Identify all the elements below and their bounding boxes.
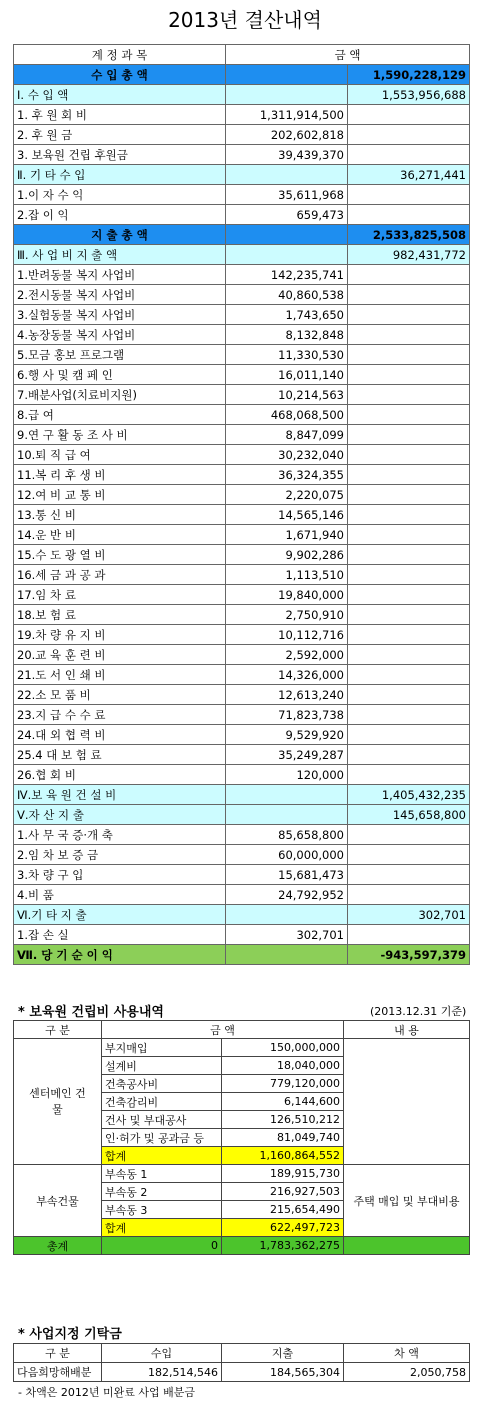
settlement-detail-amount	[226, 945, 348, 965]
settlement-detail-amount	[226, 245, 348, 265]
settlement-detail-amount: 35,611,968	[226, 185, 348, 205]
fund-item-value: 6,144,600	[222, 1093, 344, 1111]
fund-header-row	[14, 1021, 470, 1039]
fund-header-category: 구 분	[14, 1021, 102, 1039]
settlement-row	[14, 445, 470, 465]
settlement-row	[14, 385, 470, 405]
settlement-total-amount: 1,553,956,688	[348, 85, 470, 105]
settlement-detail-amount: 60,000,000	[226, 845, 348, 865]
settlement-row	[14, 405, 470, 425]
settlement-detail-amount: 2,592,000	[226, 645, 348, 665]
fund-item-label: 부속동 1	[102, 1165, 222, 1183]
fund-subtotal-value: 622,497,723	[222, 1219, 344, 1237]
fund-row	[14, 1039, 470, 1057]
settlement-row	[14, 545, 470, 565]
settlement-row	[14, 325, 470, 345]
fund-date-note: (2013.12.31 기준)	[370, 1005, 467, 1018]
settlement-account-label: 4.비 품	[14, 885, 226, 905]
settlement-total-amount	[348, 345, 470, 365]
settlement-detail-amount: 10,112,716	[226, 625, 348, 645]
settlement-detail-amount: 12,613,240	[226, 685, 348, 705]
settlement-row	[14, 825, 470, 845]
settlement-total-amount	[348, 545, 470, 565]
settlement-detail-amount	[226, 85, 348, 105]
settlement-account-label: 15.수 도 광 열 비	[14, 545, 226, 565]
settlement-total-amount	[348, 725, 470, 745]
settlement-account-label: 4.농장동물 복지 사업비	[14, 325, 226, 345]
settlement-account-label: 8.급 여	[14, 405, 226, 425]
trust-footnote: - 차액은 2012년 미완료 사업 배분금	[18, 1386, 195, 1399]
settlement-detail-amount: 8,132,848	[226, 325, 348, 345]
settlement-account-label: 1.잡 손 실	[14, 925, 226, 945]
settlement-total-amount: 145,658,800	[348, 805, 470, 825]
settlement-row	[14, 345, 470, 365]
settlement-row	[14, 665, 470, 685]
settlement-account-label: Ⅳ.보 육 원 건 설 비	[14, 785, 226, 805]
settlement-detail-amount	[226, 165, 348, 185]
settlement-row	[14, 425, 470, 445]
settlement-total-amount	[348, 605, 470, 625]
fund-item-label: 인·허가 및 공과금 등	[102, 1129, 222, 1147]
header-amount: 금 액	[226, 45, 470, 65]
settlement-account-label: 1. 후 원 회 비	[14, 105, 226, 125]
settlement-account-label: 1.반려동물 복지 사업비	[14, 265, 226, 285]
settlement-row	[14, 185, 470, 205]
settlement-total-amount	[348, 685, 470, 705]
settlement-total-amount: -943,597,379	[348, 945, 470, 965]
settlement-total-amount	[348, 265, 470, 285]
settlement-account-label: 20.교 육 훈 련 비	[14, 645, 226, 665]
settlement-account-label: 17.임 차 료	[14, 585, 226, 605]
settlement-account-label: 9.연 구 활 동 조 사 비	[14, 425, 226, 445]
settlement-row	[14, 365, 470, 385]
settlement-detail-amount	[226, 785, 348, 805]
settlement-account-label: 1.이 자 수 익	[14, 185, 226, 205]
settlement-total-amount	[348, 125, 470, 145]
settlement-detail-amount: 659,473	[226, 205, 348, 225]
settlement-total-amount	[348, 565, 470, 585]
fund-row	[14, 1165, 470, 1183]
settlement-total-amount: 982,431,772	[348, 245, 470, 265]
settlement-total-amount	[348, 425, 470, 445]
trust-data-row	[14, 1363, 470, 1382]
settlement-account-label: 2.임 차 보 증 금	[14, 845, 226, 865]
settlement-total-amount	[348, 705, 470, 725]
settlement-row	[14, 945, 470, 965]
settlement-account-label: 5.모금 홍보 프로그램	[14, 345, 226, 365]
settlement-row	[14, 845, 470, 865]
settlement-detail-amount: 468,068,500	[226, 405, 348, 425]
fund-header-amount: 금 액	[102, 1021, 344, 1039]
settlement-detail-amount: 9,529,920	[226, 725, 348, 745]
fund-item-value: 126,510,212	[222, 1111, 344, 1129]
settlement-row	[14, 905, 470, 925]
settlement-row	[14, 165, 470, 185]
settlement-account-label: 21.도 서 인 쇄 비	[14, 665, 226, 685]
fund-item-label: 건축공사비	[102, 1075, 222, 1093]
settlement-detail-amount: 85,658,800	[226, 825, 348, 845]
settlement-account-label: 수 입 총 액	[14, 65, 226, 85]
settlement-row	[14, 485, 470, 505]
settlement-account-label: 2.잡 이 익	[14, 205, 226, 225]
trust-name: 다음희망해배분	[14, 1363, 102, 1382]
settlement-total-amount	[348, 625, 470, 645]
settlement-detail-amount: 35,249,287	[226, 745, 348, 765]
settlement-account-label: Ⅵ.기 타 지 출	[14, 905, 226, 925]
settlement-total-amount	[348, 445, 470, 465]
settlement-total-amount	[348, 525, 470, 545]
settlement-row	[14, 205, 470, 225]
settlement-detail-amount: 11,330,530	[226, 345, 348, 365]
fund-section-title: * 보육원 건립비 사용내역	[18, 1005, 164, 1020]
settlement-row	[14, 465, 470, 485]
settlement-total-amount: 2,533,825,508	[348, 225, 470, 245]
fund-total-value: 1,783,362,275	[222, 1237, 344, 1255]
settlement-total-amount	[348, 385, 470, 405]
settlement-total-amount	[348, 205, 470, 225]
settlement-account-label: Ⅲ. 사 업 비 지 출 액	[14, 245, 226, 265]
settlement-total-amount	[348, 825, 470, 845]
settlement-account-label: Ⅰ. 수 입 액	[14, 85, 226, 105]
fund-usage-table	[13, 1020, 470, 1255]
settlement-row	[14, 865, 470, 885]
fund-item-label: 건축감리비	[102, 1093, 222, 1111]
settlement-header-row	[14, 45, 470, 65]
fund-item-label: 설계비	[102, 1057, 222, 1075]
settlement-row	[14, 585, 470, 605]
fund-item-value: 216,927,503	[222, 1183, 344, 1201]
settlement-row	[14, 625, 470, 645]
settlement-detail-amount: 8,847,099	[226, 425, 348, 445]
settlement-row	[14, 725, 470, 745]
settlement-account-label: 2.전시동물 복지 사업비	[14, 285, 226, 305]
settlement-row	[14, 145, 470, 165]
settlement-detail-amount: 36,324,355	[226, 465, 348, 485]
settlement-row	[14, 305, 470, 325]
settlement-detail-amount: 1,113,510	[226, 565, 348, 585]
settlement-detail-amount: 39,439,370	[226, 145, 348, 165]
settlement-row	[14, 225, 470, 245]
settlement-row	[14, 525, 470, 545]
settlement-detail-amount: 1,743,650	[226, 305, 348, 325]
settlement-account-label: 22.소 모 품 비	[14, 685, 226, 705]
settlement-detail-amount: 14,565,146	[226, 505, 348, 525]
fund-total-label: 총계	[14, 1237, 102, 1255]
trust-diff: 2,050,758	[344, 1363, 470, 1382]
settlement-row	[14, 925, 470, 945]
settlement-detail-amount: 14,326,000	[226, 665, 348, 685]
settlement-detail-amount: 24,792,952	[226, 885, 348, 905]
settlement-row	[14, 505, 470, 525]
settlement-account-label: 23.지 급 수 수 료	[14, 705, 226, 725]
settlement-row	[14, 605, 470, 625]
trust-section-title: * 사업지정 기탁금	[18, 1327, 122, 1342]
fund-item-label: 부속동 2	[102, 1183, 222, 1201]
settlement-row	[14, 785, 470, 805]
settlement-account-label: 16.세 금 과 공 과	[14, 565, 226, 585]
settlement-total-amount	[348, 465, 470, 485]
settlement-row	[14, 85, 470, 105]
settlement-account-label: 10.퇴 직 급 여	[14, 445, 226, 465]
trust-income: 182,514,546	[102, 1363, 222, 1382]
settlement-row	[14, 265, 470, 285]
settlement-total-amount	[348, 365, 470, 385]
settlement-account-label: 지 출 총 액	[14, 225, 226, 245]
settlement-account-label: Ⅴ.자 산 지 출	[14, 805, 226, 825]
settlement-detail-amount: 10,214,563	[226, 385, 348, 405]
settlement-total-amount	[348, 925, 470, 945]
settlement-detail-amount: 71,823,738	[226, 705, 348, 725]
settlement-total-amount	[348, 645, 470, 665]
settlement-account-label: 26.협 회 비	[14, 765, 226, 785]
settlement-total-amount	[348, 845, 470, 865]
fund-subtotal-label: 합계	[102, 1147, 222, 1165]
fund-content-empty	[344, 1039, 470, 1165]
settlement-total-amount: 36,271,441	[348, 165, 470, 185]
trust-header-category: 구 분	[14, 1344, 102, 1363]
settlement-total-amount: 1,590,228,129	[348, 65, 470, 85]
settlement-total-amount: 1,405,432,235	[348, 785, 470, 805]
settlement-account-label: Ⅶ. 당 기 순 이 익	[14, 945, 226, 965]
fund-item-value: 81,049,740	[222, 1129, 344, 1147]
fund-subtotal-value: 1,160,864,552	[222, 1147, 344, 1165]
fund-total-zero: 0	[102, 1237, 222, 1255]
settlement-detail-amount: 202,602,818	[226, 125, 348, 145]
header-account: 계 정 과 목	[14, 45, 226, 65]
settlement-detail-amount: 19,840,000	[226, 585, 348, 605]
settlement-account-label: 13.통 신 비	[14, 505, 226, 525]
fund-item-label: 부속동 3	[102, 1201, 222, 1219]
settlement-detail-amount: 15,681,473	[226, 865, 348, 885]
settlement-detail-amount	[226, 225, 348, 245]
settlement-detail-amount: 302,701	[226, 925, 348, 945]
fund-group-main-building: 센터메인 건물	[14, 1039, 102, 1165]
settlement-detail-amount: 142,235,741	[226, 265, 348, 285]
settlement-total-amount	[348, 185, 470, 205]
settlement-row	[14, 105, 470, 125]
settlement-account-label: 7.배분사업(치료비지원)	[14, 385, 226, 405]
fund-group-annex: 부속건물	[14, 1165, 102, 1237]
settlement-account-label: 18.보 험 료	[14, 605, 226, 625]
settlement-detail-amount: 1,671,940	[226, 525, 348, 545]
fund-item-value: 215,654,490	[222, 1201, 344, 1219]
settlement-account-label: 19.차 량 유 지 비	[14, 625, 226, 645]
settlement-detail-amount: 40,860,538	[226, 285, 348, 305]
settlement-detail-amount: 2,220,075	[226, 485, 348, 505]
settlement-total-amount	[348, 765, 470, 785]
fund-item-value: 779,120,000	[222, 1075, 344, 1093]
settlement-total-amount	[348, 105, 470, 125]
settlement-account-label: 12.여 비 교 통 비	[14, 485, 226, 505]
fund-total-row	[14, 1237, 470, 1255]
fund-item-label: 건사 및 부대공사	[102, 1111, 222, 1129]
settlement-detail-amount	[226, 805, 348, 825]
settlement-detail-amount: 9,902,286	[226, 545, 348, 565]
settlement-detail-amount	[226, 905, 348, 925]
settlement-detail-amount	[226, 65, 348, 85]
settlement-row	[14, 125, 470, 145]
settlement-row	[14, 685, 470, 705]
settlement-total-amount	[348, 665, 470, 685]
fund-item-label: 부지매입	[102, 1039, 222, 1057]
settlement-row	[14, 765, 470, 785]
settlement-row	[14, 645, 470, 665]
fund-item-value: 189,915,730	[222, 1165, 344, 1183]
settlement-detail-amount: 30,232,040	[226, 445, 348, 465]
fund-subtotal-label: 합계	[102, 1219, 222, 1237]
settlement-total-amount	[348, 485, 470, 505]
settlement-total-amount	[348, 325, 470, 345]
settlement-account-label: 2. 후 원 금	[14, 125, 226, 145]
fund-annex-note: 주택 매입 및 부대비용	[344, 1165, 470, 1237]
trust-expense: 184,565,304	[222, 1363, 344, 1382]
settlement-row	[14, 805, 470, 825]
settlement-total-amount	[348, 885, 470, 905]
fund-header-content: 내 용	[344, 1021, 470, 1039]
settlement-total-amount: 302,701	[348, 905, 470, 925]
settlement-detail-amount: 16,011,140	[226, 365, 348, 385]
settlement-total-amount	[348, 505, 470, 525]
settlement-account-label: 3.차 량 구 입	[14, 865, 226, 885]
trust-header-expense: 지출	[222, 1344, 344, 1363]
settlement-account-label: 1.사 무 국 증·개 축	[14, 825, 226, 845]
settlement-account-label: Ⅱ. 기 타 수 입	[14, 165, 226, 185]
page-title: 2013년 결산내역	[168, 8, 322, 32]
trust-header-diff: 차 액	[344, 1344, 470, 1363]
settlement-row	[14, 565, 470, 585]
settlement-total-amount	[348, 585, 470, 605]
trust-header-income: 수입	[102, 1344, 222, 1363]
settlement-total-amount	[348, 145, 470, 165]
settlement-account-label: 14.운 반 비	[14, 525, 226, 545]
settlement-row	[14, 705, 470, 725]
settlement-total-amount	[348, 305, 470, 325]
fund-total-empty	[344, 1237, 470, 1255]
settlement-account-label: 11.복 리 후 생 비	[14, 465, 226, 485]
settlement-row	[14, 885, 470, 905]
settlement-total-amount	[348, 745, 470, 765]
settlement-total-amount	[348, 285, 470, 305]
settlement-table	[13, 44, 470, 965]
settlement-total-amount	[348, 405, 470, 425]
settlement-account-label: 3.실험동물 복지 사업비	[14, 305, 226, 325]
settlement-detail-amount: 2,750,910	[226, 605, 348, 625]
settlement-row	[14, 745, 470, 765]
fund-item-value: 150,000,000	[222, 1039, 344, 1057]
settlement-row	[14, 285, 470, 305]
trust-header-row	[14, 1344, 470, 1363]
settlement-account-label: 6.행 사 및 캠 페 인	[14, 365, 226, 385]
settlement-detail-amount: 120,000	[226, 765, 348, 785]
settlement-row	[14, 245, 470, 265]
fund-item-value: 18,040,000	[222, 1057, 344, 1075]
settlement-detail-amount: 1,311,914,500	[226, 105, 348, 125]
settlement-row	[14, 65, 470, 85]
trust-fund-table	[13, 1343, 470, 1382]
settlement-total-amount	[348, 865, 470, 885]
settlement-account-label: 3. 보육원 건립 후원금	[14, 145, 226, 165]
settlement-account-label: 24.대 외 협 력 비	[14, 725, 226, 745]
settlement-account-label: 25.4 대 보 험 료	[14, 745, 226, 765]
